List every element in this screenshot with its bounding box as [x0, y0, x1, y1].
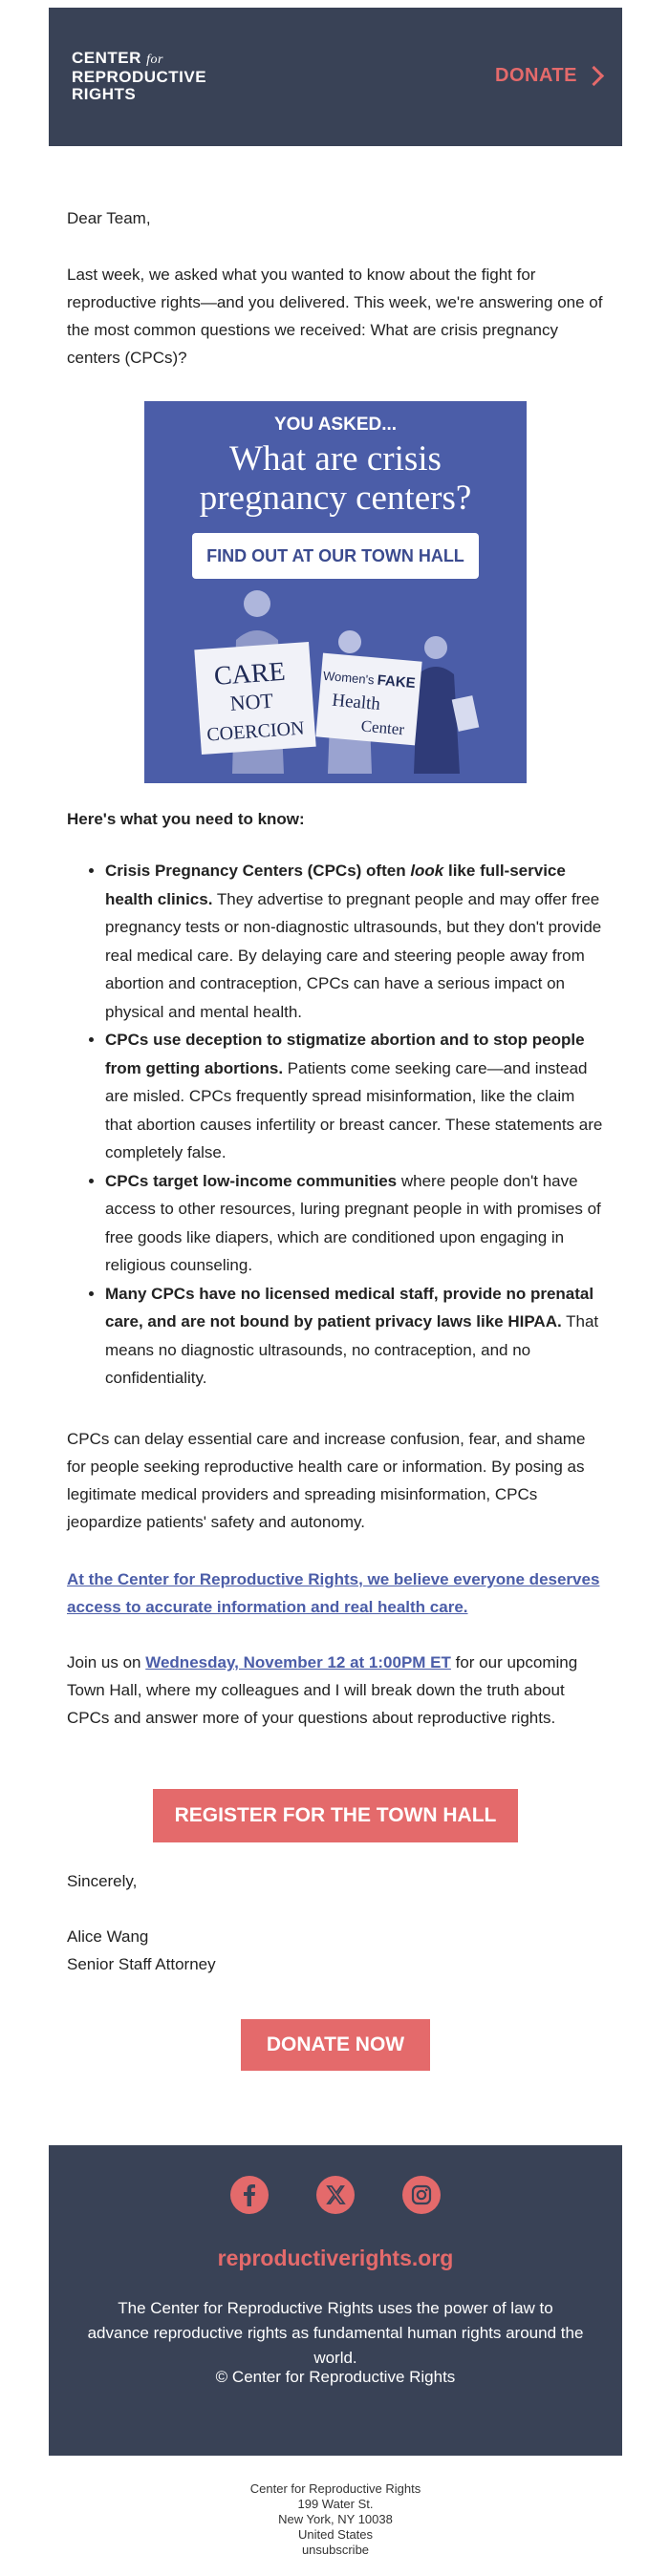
address-city: New York, NY 10038	[278, 2512, 393, 2526]
hero-question	[144, 439, 527, 518]
list-item: • CPCs target low-income communities where people don't have access to other resources, luring pregnant people in with promises of free goods like diapers, which are conditioned upon engaging in religious counseling.	[105, 1167, 604, 1280]
sign1-line2: NOT	[228, 688, 274, 715]
logo-line3: RIGHTS	[72, 85, 137, 103]
logo-for: for	[146, 53, 163, 67]
hero-cta-button[interactable]: FIND OUT AT OUR TOWN HALL	[192, 533, 479, 579]
delay-paragraph: CPCs can delay essential care and increase confusion, fear, and shame for people seeking reproductive health care or information. By posing as legitimate medical providers and spreading misinformation, CPCs jeopardize patients' safety and autonomy.	[67, 1430, 586, 1531]
footer-copyright: © Center for Reproductive Rights	[215, 2368, 456, 2386]
center-logo[interactable]	[72, 50, 206, 103]
address-org: Center for Reproductive Rights	[249, 2481, 421, 2496]
instagram-icon[interactable]	[402, 2176, 441, 2214]
logo-line2: REPRODUCTIVE	[72, 68, 207, 86]
x-twitter-icon[interactable]	[316, 2176, 355, 2214]
signoff: Sincerely,	[67, 1872, 138, 1890]
intro-paragraph: Last week, we asked what you wanted to know about the fight for reproductive rights—and you delivered. This week, we're answering one of the most common questions we received: What are crisis pregnancy centers (CPCs)?	[67, 266, 603, 367]
hero-question-line1: What are crisis	[229, 439, 442, 479]
sign2-line4: Center	[360, 716, 405, 739]
unsubscribe-link[interactable]: unsubscribe	[301, 2543, 370, 2557]
logo-line1: CENTER	[72, 49, 141, 67]
donate-now-button[interactable]: DONATE NOW	[241, 2019, 430, 2071]
greeting: Dear Team,	[67, 209, 151, 227]
join-paragraph: Join us on Wednesday, November 12 at 1:00PM ET for our upcoming Town Hall, where my colleagues and I will break down the truth about CPCs and answer more of your questions about reproductive rights.	[67, 1653, 578, 1727]
hero-kicker: YOU ASKED...	[273, 415, 398, 435]
belief-link[interactable]: At the Center for Reproductive Rights, we believe everyone deserves access to accurate information and real health care.	[67, 1570, 600, 1616]
chevron-right-icon	[584, 66, 604, 86]
cpc-facts-list	[67, 857, 604, 1393]
register-town-hall-button[interactable]: REGISTER FOR THE TOWN HALL	[153, 1789, 518, 1842]
sign1-line1: CARE	[212, 656, 287, 692]
sign-care-not-coercion	[194, 642, 315, 755]
list-item: • CPCs use deception to stigmatize abortion and to stop people from getting abortions. Patients come seeking care—and instead are misled. CPCs frequently spread misinformation, like the claim that abortion causes infertility or breast cancer. These statements are completely false.	[105, 1026, 604, 1167]
footer-mission: The Center for Reproductive Rights uses the power of law to advance reproductive rights as fundamental human rights around the world.	[87, 2299, 584, 2367]
address-country: United States	[297, 2527, 374, 2542]
sign1-line3: COERCION	[205, 717, 306, 746]
town-hall-date-link[interactable]: Wednesday, November 12 at 1:00PM ET	[145, 1653, 451, 1671]
signer-name: Alice Wang	[67, 1927, 149, 1946]
email-header	[49, 8, 622, 146]
sign-fake-health-center	[315, 653, 421, 746]
footer-site-link[interactable]: reproductiverights.org	[217, 2246, 454, 2270]
sign2-line1: Women's	[322, 668, 376, 688]
sign2-line3: Health	[331, 690, 381, 715]
hero-question-line2: pregnancy centers?	[199, 479, 472, 518]
sign2-line2: FAKE	[377, 671, 417, 692]
facebook-icon[interactable]	[230, 2176, 269, 2214]
list-item: • Many CPCs have no licensed medical staff, provide no prenatal care, and are not bound by patient privacy laws like HIPAA. That means no diagnostic ultrasounds, no contraception, and no confidentiality.	[105, 1280, 604, 1393]
signer-title: Senior Staff Attorney	[67, 1955, 216, 1973]
header-donate-link[interactable]	[495, 65, 601, 87]
hero-banner[interactable]	[144, 401, 527, 783]
address-street: 199 Water St.	[297, 2497, 374, 2511]
email-footer	[49, 2145, 622, 2456]
social-links	[49, 2176, 622, 2214]
header-donate-label: DONATE	[495, 65, 577, 86]
need-to-know-heading: Here's what you need to know:	[67, 810, 305, 828]
protest-photo	[144, 583, 527, 783]
list-item: • Crisis Pregnancy Centers (CPCs) often look like full-service health clinics. They advertise to pregnant people and may offer free pregnancy tests or non-diagnostic ultrasounds, but they don't provide real medical care. By delaying care and steering people away from abortion and contraception, CPCs can have a serious impact on physical and mental health.	[105, 857, 604, 1026]
postal-address	[49, 2481, 622, 2558]
